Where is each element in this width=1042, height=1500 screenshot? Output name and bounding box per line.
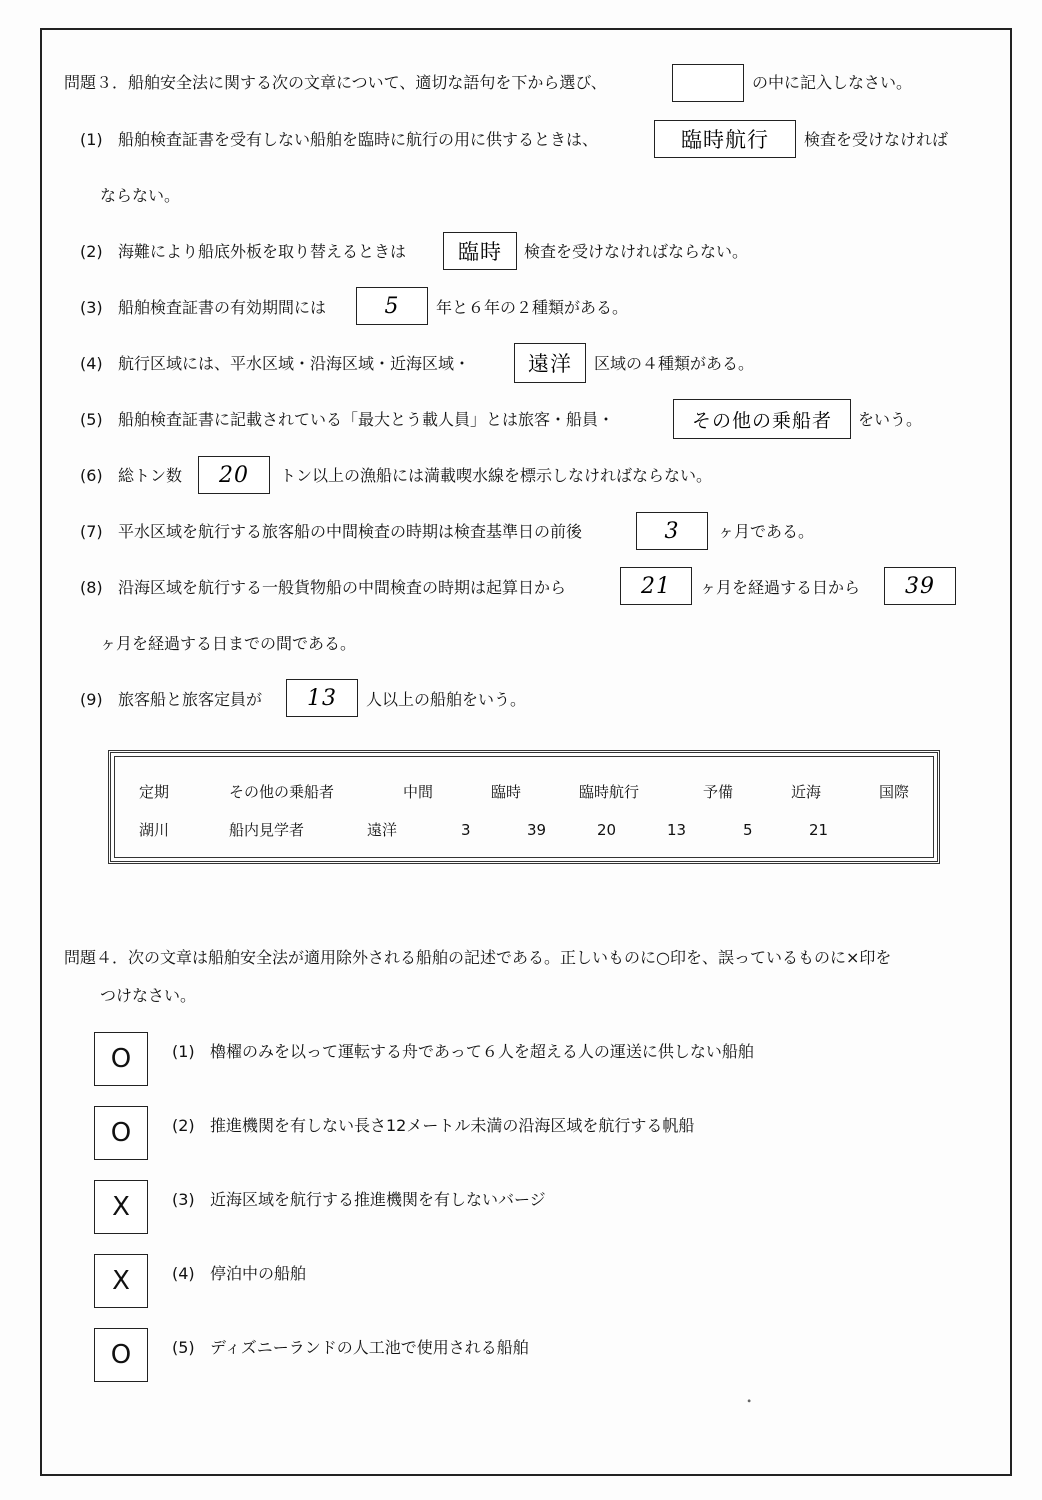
q3-item-8-pre: 沿海区域を航行する一般貨物船の中間検査の時期は起算日から (118, 578, 567, 597)
q3-item-6-answer-box[interactable] (198, 456, 270, 494)
q3-item-2-num: (2) (80, 242, 103, 261)
q3-item-5-answer: その他の乗船者 (691, 409, 832, 432)
word-bank-word: 国際 (879, 783, 910, 801)
word-bank-word: 5 (743, 821, 753, 839)
q4-item-4-num: (4) (172, 1264, 195, 1283)
q3-item-6-post: トン以上の漁船には満載喫水線を標示しなければならない。 (280, 466, 713, 485)
word-bank-word: 中間 (403, 783, 434, 801)
q3-item-3-num: (3) (80, 298, 103, 317)
q3-item-7-pre: 平水区域を航行する旅客船の中間検査の時期は検査基準日の前後 (118, 522, 583, 541)
q4-item-2-mark: O (110, 1118, 132, 1148)
word-bank-word: 予備 (703, 783, 734, 801)
word-bank-word: 13 (667, 821, 687, 839)
q3-item-4-post: 区域の４種類がある。 (594, 354, 755, 373)
q3-item-2-answer: 臨時 (458, 240, 502, 264)
q3-item-7-num: (7) (80, 522, 103, 541)
word-bank-word: 船内見学者 (229, 821, 305, 839)
q4-item-2-text: 推進機関を有しない長さ12メートル未満の沿海区域を航行する帆船 (210, 1116, 695, 1135)
word-bank-word: その他の乗船者 (229, 783, 335, 801)
q3-item-8-answer-box-2[interactable] (884, 567, 956, 605)
q4-item-4-text: 停泊中の船舶 (210, 1264, 307, 1283)
q4-item-5-num: (5) (172, 1338, 195, 1357)
q3-blank-example-box (672, 64, 744, 102)
q3-item-9-pre: 旅客船と旅客定員が (118, 690, 263, 709)
q4-item-5-mark: O (110, 1340, 132, 1370)
q4-item-4-mark-box[interactable] (94, 1254, 148, 1308)
q3-item-1-post: 検査を受けなければ (804, 130, 949, 149)
word-bank-word: 臨時航行 (579, 783, 640, 801)
q3-item-4-num: (4) (80, 354, 103, 373)
q4-item-3-num: (3) (172, 1190, 195, 1209)
q4-item-1-mark-box[interactable] (94, 1032, 148, 1086)
q3-item-1-pre: 船舶検査証書を受有しない船舶を臨時に航行の用に供するときは、 (118, 130, 599, 149)
q3-item-1-cont: ならない。 (100, 186, 181, 205)
q3-item-7-post: ヶ月である。 (718, 522, 815, 541)
q3-item-4-pre: 航行区域には、平水区域・沿海区域・近海区域・ (118, 354, 471, 373)
q3-item-3-answer: 5 (384, 293, 400, 319)
q3-item-6-pre: 総トン数 (118, 466, 183, 485)
q4-item-3-mark-box[interactable] (94, 1180, 148, 1234)
scan-speck: ∙ (746, 1396, 753, 1407)
word-bank-word: 定期 (139, 783, 170, 801)
q3-item-9-post: 人以上の船舶をいう。 (366, 690, 527, 709)
q3-item-7-answer-box[interactable] (636, 512, 708, 550)
q3-item-3-post: 年と６年の２種類がある。 (436, 298, 629, 317)
q4-item-2-mark-box[interactable] (94, 1106, 148, 1160)
q4-item-3-mark: X (112, 1192, 130, 1222)
q4-item-1-text: 櫓櫂のみを以って運転する舟であって６人を超える人の運送に供しない船舶 (210, 1042, 754, 1061)
q4-item-4-mark: X (112, 1266, 130, 1296)
q4-prompt-b: つけなさい。 (100, 986, 197, 1005)
word-bank-word: 20 (597, 821, 617, 839)
q4-item-5-text: ディズニーランドの人工池で使用される船舶 (210, 1338, 529, 1357)
q3-item-9-answer-box[interactable] (286, 679, 358, 717)
q4-prompt-a: 問題４．次の文章は船舶安全法が適用除外される船舶の記述である。正しいものに○印を、誤っているものに×印を (64, 948, 892, 967)
word-bank-word: 3 (461, 821, 471, 839)
word-bank-word: 21 (809, 821, 829, 839)
word-bank-inner-border (114, 756, 934, 858)
q3-item-8-answer-1: 21 (641, 573, 671, 599)
word-bank-word: 39 (527, 821, 547, 839)
q3-prompt-a: 問題３．船舶安全法に関する次の文章について、適切な語句を下から選び、 (64, 73, 607, 92)
q3-prompt-b: の中に記入しなさい。 (752, 73, 913, 92)
word-bank-word: 近海 (791, 783, 822, 801)
q3-item-1-answer: 臨時航行 (681, 128, 769, 152)
q3-item-6-answer: 20 (219, 462, 249, 488)
q3-item-1-num: (1) (80, 130, 103, 149)
q4-item-3-text: 近海区域を航行する推進機関を有しないバージ (210, 1190, 546, 1209)
q4-item-1-mark: O (110, 1044, 132, 1074)
q3-item-3-pre: 船舶検査証書の有効期間には (118, 298, 327, 317)
q3-item-8-answer-2: 39 (905, 573, 935, 599)
q3-item-2-pre: 海難により船底外板を取り替えるときは (118, 242, 407, 261)
q4-item-2-num: (2) (172, 1116, 195, 1135)
q3-item-4-answer: 遠洋 (528, 352, 572, 376)
q3-item-4-answer-box[interactable] (514, 343, 586, 383)
q3-item-6-num: (6) (80, 466, 103, 485)
word-bank-word: 臨時 (491, 783, 522, 801)
q3-item-5-answer-box[interactable] (673, 399, 851, 439)
q3-item-8-num: (8) (80, 578, 103, 597)
q3-item-9-num: (9) (80, 690, 103, 709)
q3-item-5-num: (5) (80, 410, 103, 429)
q4-item-1-num: (1) (172, 1042, 195, 1061)
q3-item-5-pre: 船舶検査証書に記載されている「最大とう載人員」とは旅客・船員・ (118, 410, 615, 429)
q3-item-2-answer-box[interactable] (443, 232, 517, 270)
q3-item-3-answer-box[interactable] (356, 287, 428, 325)
q4-item-5-mark-box[interactable] (94, 1328, 148, 1382)
word-bank-word: 遠洋 (367, 821, 398, 839)
q3-item-1-answer-box[interactable] (654, 120, 796, 158)
q3-item-8-answer-box-1[interactable] (620, 567, 692, 605)
q3-item-8-mid: ヶ月を経過する日から (700, 578, 861, 597)
q3-item-7-answer: 3 (664, 518, 680, 544)
word-bank (108, 750, 940, 864)
q3-item-5-post: をいう。 (858, 410, 923, 429)
word-bank-word: 湖川 (139, 821, 170, 839)
q3-item-2-post: 検査を受けなければならない。 (524, 242, 749, 261)
q3-item-8-cont: ヶ月を経過する日までの間である。 (100, 634, 357, 653)
q3-item-9-answer: 13 (307, 685, 337, 711)
